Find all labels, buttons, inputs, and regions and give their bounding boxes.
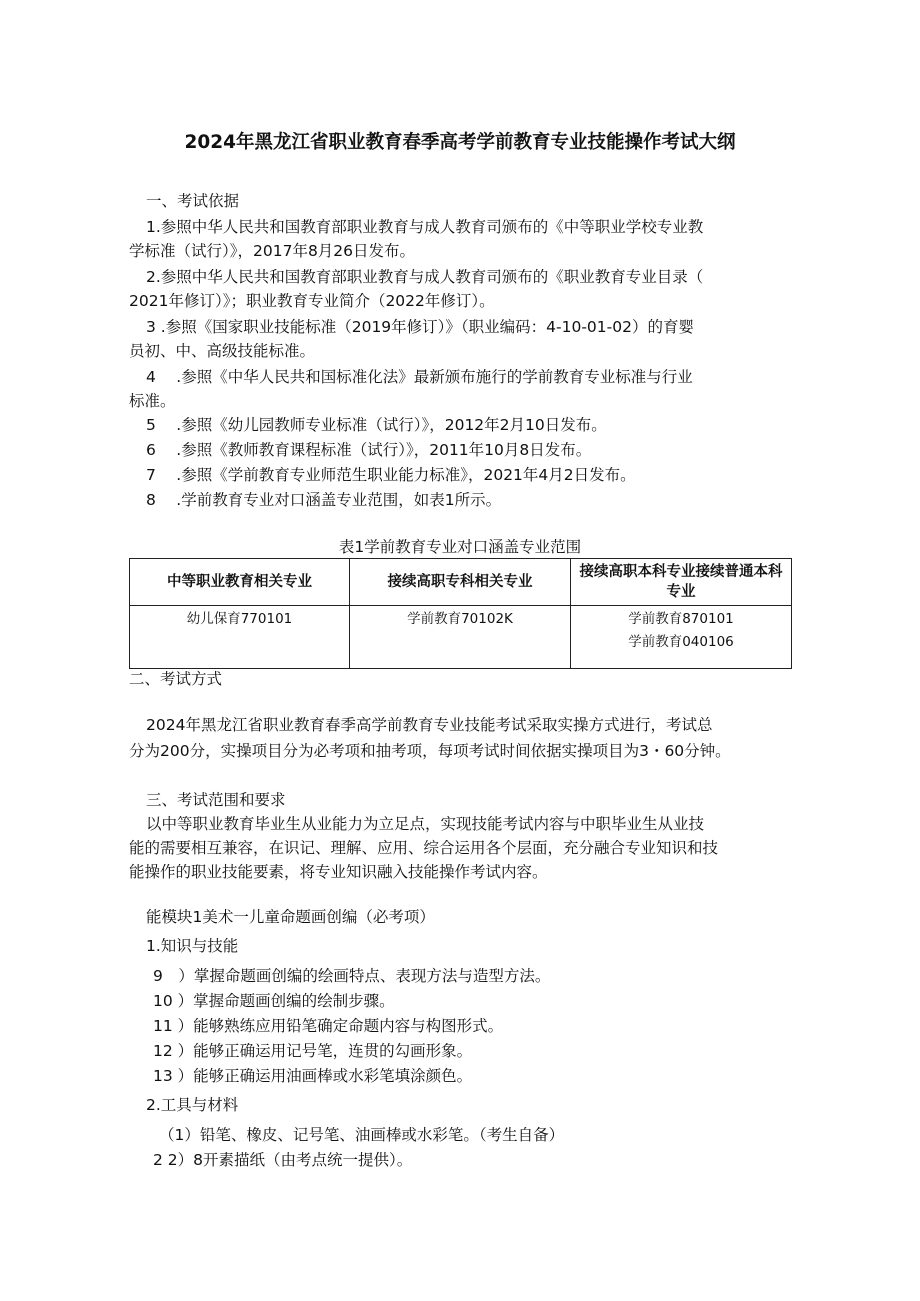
skill-item: 13 ）能够正确运用油画棒或水彩笔填涂颜色。	[153, 1067, 473, 1085]
section-heading-method: 二、考试方式	[129, 670, 223, 688]
basis-item-8: 8 .学前教育专业对口涵盖专业范围，如表1所示。	[146, 491, 502, 509]
major-code-secondary: 幼儿保育770101	[186, 611, 293, 627]
table-header-cell: 接续高职本科专业接续普通本科专业	[571, 559, 792, 606]
section-heading-basis: 一、考试依据	[146, 192, 240, 210]
scope-para-line-1: 以中等职业教育毕业生从业能力为立足点，实现技能考试内容与中职毕业生从业技	[146, 815, 705, 833]
basis-item-2-line-1: 2.参照中华人民共和国教育部职业教育与成人教育司颁布的《职业教育专业目录（	[146, 268, 704, 286]
scope-para-line-2: 能的需要相互兼容，在识记、理解、应用、综合运用各个层面，充分融合专业知识和技	[129, 839, 719, 857]
skill-item: 9 ）掌握命题画创编的绘画特点、表现方法与造型方法。	[153, 967, 551, 985]
basis-item-6: 6 .参照《教师教育课程标准（试行）》，2011年10月8日发布。	[146, 441, 592, 459]
basis-item-5: 5 .参照《幼儿园教师专业标准（试行）》，2012年2月10日发布。	[146, 416, 607, 434]
major-code-undergrad-2: 学前教育040106	[628, 634, 734, 650]
basis-item-4-line-2: 标准。	[129, 392, 176, 410]
module-subheading-skills: 1.知识与技能	[146, 937, 239, 955]
major-code-undergrad-1: 学前教育870101	[628, 611, 734, 627]
page-title: 2024年黑龙江省职业教育春季高考学前教育专业技能操作考试大纲	[184, 132, 736, 153]
skill-item: 12 ）能够正确运用记号笔，连贯的勾画形象。	[153, 1042, 473, 1060]
table-header-cell: 接续高职专科相关专业	[350, 559, 571, 606]
basis-item-3-line-2: 员初、中、高级技能标准。	[129, 342, 316, 360]
skill-item: 10 ）掌握命题画创编的绘制步骤。	[153, 992, 395, 1010]
method-para-line-2: 分为200分，实操项目分为必考项和抽考项，每项考试时间依据实操项目为3・60分钟。	[129, 742, 731, 760]
table-caption: 表1学前教育专业对口涵盖专业范围	[338, 538, 582, 556]
basis-item-4-line-1: 4 .参照《中华人民共和国标准化法》最新颁布施行的学前教育专业标准与行业	[146, 368, 693, 386]
module-title: 能模块1美术一儿童命题画创编（必考项）	[146, 908, 435, 926]
table-row	[130, 606, 792, 669]
scope-para-line-3: 能操作的职业技能要素，将专业知识融入技能操作考试内容。	[129, 863, 548, 881]
table-header-row	[130, 559, 792, 606]
method-para-line-1: 2024年黑龙江省职业教育春季高学前教育专业技能考试采取实操方式进行，考试总	[146, 716, 713, 734]
major-range-table	[129, 558, 792, 669]
basis-item-1-line-2: 学标准（试行）》，2017年8月26日发布。	[129, 242, 416, 260]
basis-item-2-line-2: 2021年修订）》；职业教育专业简介（2022年修订）。	[129, 292, 495, 310]
table-cell	[130, 606, 350, 669]
table-cell	[571, 606, 792, 669]
basis-item-7: 7 .参照《学前教育专业师范生职业能力标准》，2021年4月2日发布。	[146, 466, 636, 484]
table-header-cell: 中等职业教育相关专业	[130, 559, 350, 606]
basis-item-1-line-1: 1.参照中华人民共和国教育部职业教育与成人教育司颁布的《中等职业学校专业教	[146, 218, 704, 236]
tool-item: 2 2）8开素描纸（由考点统一提供）。	[153, 1151, 413, 1169]
tool-item: （1）铅笔、橡皮、记号笔、油画棒或水彩笔。（考生自备）	[159, 1126, 565, 1144]
table-cell	[350, 606, 571, 669]
major-code-college: 学前教育70102K	[407, 611, 513, 627]
section-heading-scope: 三、考试范围和要求	[146, 791, 286, 809]
module-subheading-tools: 2.工具与材料	[146, 1096, 239, 1114]
basis-item-3-line-1: 3 .参照《国家职业技能标准（2019年修订）》（职业编码：4-10-01-02）的育婴	[146, 318, 694, 336]
skill-item: 11 ）能够熟练应用铅笔确定命题内容与构图形式。	[153, 1017, 504, 1035]
